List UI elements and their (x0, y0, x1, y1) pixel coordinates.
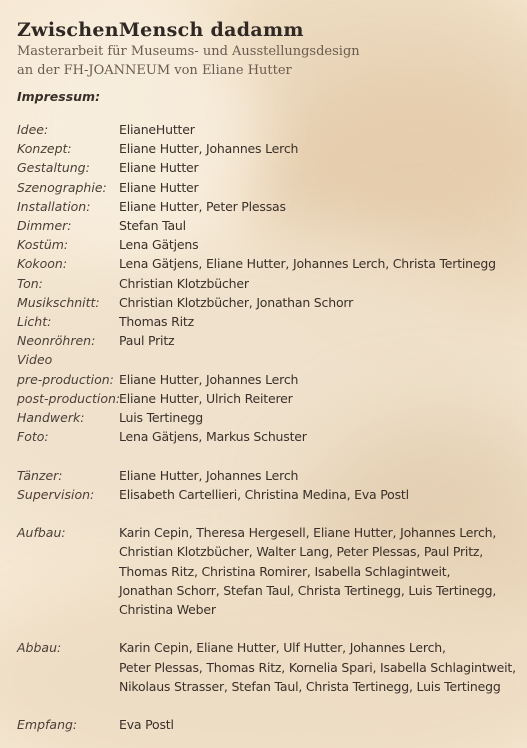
credit-label: Neonröhren: (17, 333, 96, 349)
subtitle-line-2: an der FH-JOANNEUM von Eliane Hutter (17, 63, 292, 78)
credit-row (17, 312, 527, 331)
credit-value: Eliane Hutter, Johannes Lerch (119, 467, 299, 483)
credit-row (17, 139, 527, 158)
spacer (17, 619, 527, 638)
credit-label: Kostüm: (17, 237, 69, 253)
credit-value: Thomas Ritz (119, 314, 194, 330)
credit-row (17, 523, 527, 542)
credits-list (17, 120, 527, 734)
credit-row (17, 254, 527, 273)
credit-value: ElianeHutter (119, 122, 195, 137)
credit-row (17, 158, 527, 177)
credit-value: Lena Gätjens (119, 237, 199, 253)
credit-label: Konzept: (17, 141, 72, 157)
credit-value: Eliane Hutter, Johannes Lerch (119, 371, 299, 387)
credit-row (17, 562, 527, 581)
credit-value: Christian Klotzbücher (119, 275, 249, 291)
credit-label: Ton: (17, 275, 43, 291)
credit-row (17, 216, 527, 235)
credit-row (17, 600, 527, 619)
credit-value: Christian Klotzbücher, Jonathan Schorr (119, 294, 354, 310)
page-title: ZwischenMensch dadamm (17, 19, 304, 41)
spacer (17, 446, 527, 465)
credit-value (119, 350, 527, 369)
document-content (17, 18, 527, 733)
credit-row (17, 638, 527, 657)
credit-value: Christina Weber (119, 602, 216, 618)
credit-value: Eliane Hutter (119, 160, 199, 176)
credit-row (17, 485, 527, 504)
credit-value: Jonathan Schorr, Stefan Taul, Christa Tertinegg, Luis Tertinegg, (119, 582, 497, 598)
credit-label: Kokoon: (17, 256, 68, 272)
credit-label: pre-production: (17, 371, 114, 387)
credit-row (17, 293, 527, 312)
credit-label (17, 658, 119, 677)
credit-row (17, 466, 527, 485)
credit-value: Eliane Hutter, Peter Plessas (119, 198, 286, 214)
credit-value: Christian Klotzbücher, Walter Lang, Peter Plessas, Paul Pritz, (119, 544, 484, 560)
credit-label: Foto: (17, 429, 49, 445)
subtitle-line-1: Masterarbeit für Museums- und Ausstellungsdesign (17, 44, 360, 59)
credit-row (17, 542, 527, 561)
credit-row (17, 427, 527, 446)
spacer (17, 696, 527, 715)
credit-row (17, 715, 527, 734)
credit-row (17, 658, 527, 677)
credit-label: Gestaltung: (17, 160, 90, 176)
credit-row (17, 235, 527, 254)
credit-label (17, 600, 119, 619)
credit-label: Musikschnitt: (17, 294, 100, 310)
credit-value: Eva Postl (119, 717, 174, 733)
credit-value: Karin Cepin, Theresa Hergesell, Eliane Hutter, Johannes Lerch, (119, 525, 497, 541)
credit-label: Licht: (17, 314, 52, 330)
credit-row (17, 370, 527, 389)
spacer (17, 504, 527, 523)
credit-value: Eliane Hutter, Johannes Lerch (119, 141, 299, 157)
credit-label (17, 562, 119, 581)
credit-row (17, 274, 527, 293)
credit-label: Video (17, 352, 53, 368)
credit-row (17, 408, 527, 427)
credit-value: Lena Gätjens, Markus Schuster (119, 429, 307, 445)
credit-value: Eliane Hutter, Ulrich Reiterer (119, 390, 293, 406)
credit-label (17, 542, 119, 561)
credit-label: Handwerk: (17, 410, 85, 426)
credit-label: Installation: (17, 198, 91, 214)
section-heading: Impressum: (17, 89, 101, 104)
credit-value: Karin Cepin, Eliane Hutter, Ulf Hutter, Johannes Lerch, (119, 640, 446, 656)
credit-value: Nikolaus Strasser, Stefan Taul, Christa Tertinegg, Luis Tertinegg (119, 678, 501, 694)
credit-label: Szenographie: (17, 179, 107, 195)
credit-row (17, 677, 527, 696)
credit-label: Tänzer: (17, 467, 63, 483)
credit-value: Paul Pritz (119, 333, 175, 349)
credit-row (17, 581, 527, 600)
credit-row (17, 350, 527, 369)
credit-row (17, 331, 527, 350)
credit-value: Thomas Ritz, Christina Romirer, Isabella Schlagintweit, (119, 563, 451, 579)
credit-label: Abbau: (17, 640, 62, 656)
credit-label: Dimmer: (17, 218, 72, 234)
credit-value: Eliane Hutter (119, 179, 199, 195)
credit-label: Empfang: (17, 717, 78, 733)
credit-value: Stefan Taul (119, 218, 186, 234)
credit-value: Luis Tertinegg (119, 410, 204, 426)
credit-row (17, 389, 527, 408)
credit-row (17, 197, 527, 216)
credit-label: Idee: (17, 122, 49, 137)
credit-row (17, 178, 527, 197)
credit-value: Elisabeth Cartellieri, Christina Medina, Eva Postl (119, 486, 409, 502)
credit-label: Aufbau: (17, 525, 66, 541)
credit-label: post-production: (17, 390, 121, 406)
credit-value: Peter Plessas, Thomas Ritz, Kornelia Spari, Isabella Schlagintweit, (119, 659, 516, 675)
credit-value: Lena Gätjens, Eliane Hutter, Johannes Lerch, Christa Tertinegg (119, 256, 496, 272)
credit-label: Supervision: (17, 486, 95, 502)
credit-row (17, 120, 527, 139)
credit-label (17, 677, 119, 696)
credit-label (17, 581, 119, 600)
